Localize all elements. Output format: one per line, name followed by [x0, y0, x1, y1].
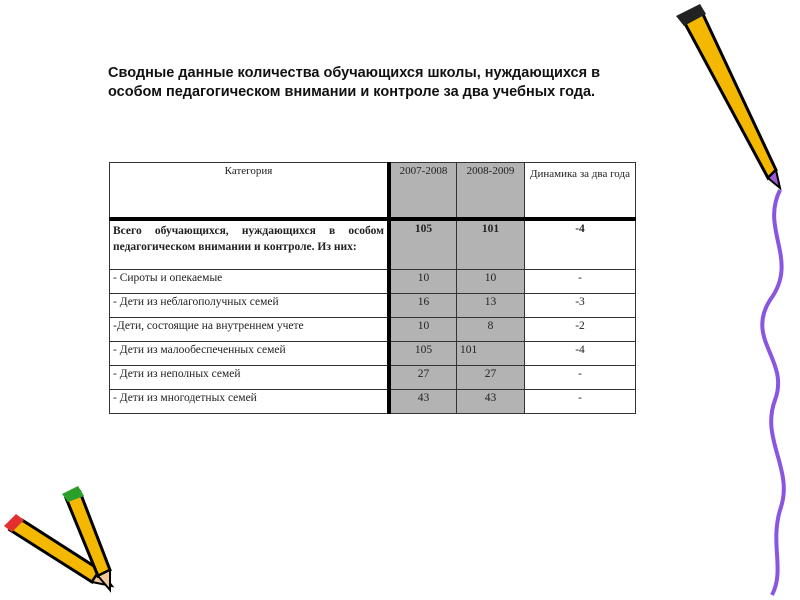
row-2007-2008: 16 [389, 294, 457, 318]
row-2008-2009: 10 [457, 270, 525, 294]
row-2007-2008: 10 [389, 318, 457, 342]
summary-table [109, 162, 636, 414]
row-2007-2008: 27 [389, 366, 457, 390]
row-2008-2009: 8 [457, 318, 525, 342]
row-dynamics: -3 [525, 294, 636, 318]
row-category: - Дети из неблагополучных семей [110, 294, 390, 318]
row-category: -Дети, состоящие на внутреннем учете [110, 318, 390, 342]
row-category: - Дети из малообеспеченных семей [110, 342, 390, 366]
row-2008-2009: 27 [457, 366, 525, 390]
header-2007-2008: 2007-2008 [389, 163, 457, 220]
table-row [110, 270, 636, 294]
row-2007-2008: 43 [389, 390, 457, 414]
row-2008-2009: 13 [457, 294, 525, 318]
row-category: - Сироты и опекаемые [110, 270, 390, 294]
table-row-total [110, 219, 636, 270]
row-dynamics: - [525, 270, 636, 294]
pencil-icon [676, 4, 780, 188]
row-2007-2008: 105 [389, 342, 457, 366]
header-dynamics: Динамика за два года [525, 163, 636, 220]
row-dynamics: -4 [525, 219, 636, 270]
table-row [110, 366, 636, 390]
row-category: Всего обучающихся, нуждающихся в особом педагогическом внимании и контроле. Из них: [110, 219, 390, 270]
row-dynamics: -2 [525, 318, 636, 342]
header-category: Категория [110, 163, 390, 220]
row-2007-2008: 105 [389, 219, 457, 270]
row-2008-2009: 101 [457, 342, 525, 366]
row-category: - Дети из неполных семей [110, 366, 390, 390]
table-row [110, 390, 636, 414]
row-2007-2008: 10 [389, 270, 457, 294]
table-header-row [110, 163, 636, 220]
row-2008-2009: 101 [457, 219, 525, 270]
row-category: - Дети из многодетных семей [110, 390, 390, 414]
table-row [110, 318, 636, 342]
header-2008-2009: 2008-2009 [457, 163, 525, 220]
row-dynamics: - [525, 366, 636, 390]
squiggle-line [762, 190, 784, 595]
table-row [110, 342, 636, 366]
row-dynamics: -4 [525, 342, 636, 366]
table-row [110, 294, 636, 318]
page-title: Сводные данные количества обучающихся школы, нуждающихся в особом педагогическом внимании и контроле за два учебных года. [108, 65, 601, 100]
row-2008-2009: 43 [457, 390, 525, 414]
row-dynamics: - [525, 390, 636, 414]
